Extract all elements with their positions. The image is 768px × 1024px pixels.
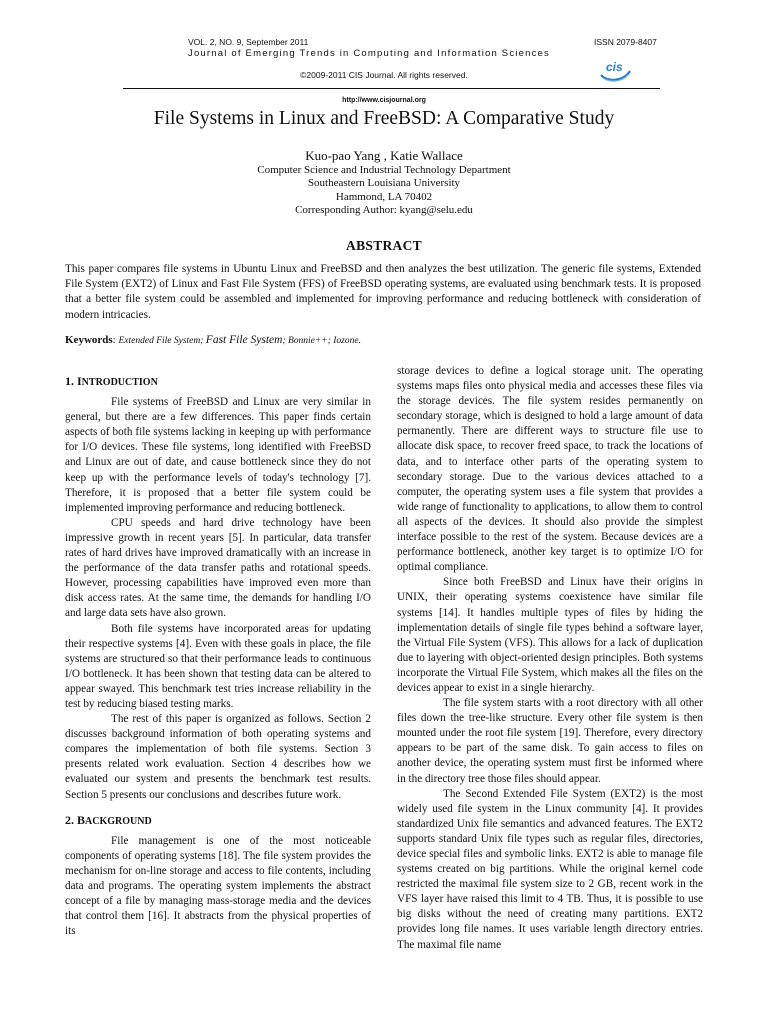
section-initial: I xyxy=(77,374,82,388)
abstract-heading: ABSTRACT xyxy=(346,238,422,253)
paragraph: The file system starts with a root directory with all other files down the tree-like structure. Every other file system is then mounted under the root file system [19]. Therefore, every directory appears to be part of the same disk. To gain access to files on another device, the operating system must first be informed where in the directory tree those files should appear. xyxy=(397,697,703,785)
paragraph: Both file systems have incorporated areas for updating their respective systems [4]. Even with these goals in place, the file systems are structured so that their performance leads to continuous I/O bottleneck. It has been shown that testing data can be altered to appear swayed. This benchmark test tries increase reliability in the test by reducing biased testing marks. xyxy=(65,622,371,710)
volume-info: VOL. 2, NO. 9, September 2011 xyxy=(188,37,309,47)
section-heading-introduction xyxy=(65,374,371,390)
abstract-body: This paper compares file systems in Ubuntu Linux and FreeBSD and then analyzes the best utilization. The generic file systems, Extended File System (EXT2) of Linux and Fast File System (FFS) of FreeBSD operating systems, are evaluated using benchmark tests. It is proposed that a better file system could be assembled and implemented for improving performance and reducing bottleneck with consideration of modern intricacies. xyxy=(65,263,701,321)
paper-title: File Systems in Linux and FreeBSD: A Comparative Study xyxy=(153,108,615,129)
affiliation-line: Corresponding Author: kyang@selu.edu xyxy=(295,204,473,217)
keywords-sep: : xyxy=(112,334,119,346)
copyright-notice: ©2009-2011 CIS Journal. All rights reserved. xyxy=(300,70,468,80)
left-column xyxy=(65,374,371,939)
paragraph: The rest of this paper is organized as follows. Section 2 discusses background information of both operating systems and compares the implementation of both file systems. Section 3 presents related work evaluation. Section 4 describes how we evaluated our system and presents the benchmark test results. Section 5 presents our conclusions and describes future work. xyxy=(65,713,371,801)
section-number: 2. xyxy=(65,812,74,827)
keyword: Extended File System; xyxy=(118,336,206,346)
affiliation-line: Computer Science and Industrial Technology Department xyxy=(257,164,511,176)
keywords xyxy=(65,334,701,346)
section-number: 1. xyxy=(65,374,74,388)
section-title-rest: NTRODUCTION xyxy=(81,377,158,388)
keywords-label: Keywords xyxy=(65,334,113,346)
paragraph: File management is one of the most noticeable components of operating systems [18]. The file system provides the mechanism for on-line storage and access to file contents, including data and programs. The operating system implements the abstract concept of a file by managing mass-storage media and the devices that control them [16]. It abstracts from the physical properties of its xyxy=(65,834,371,938)
affiliation-line: Hammond, LA 70402 xyxy=(335,190,433,203)
issn: ISSN 2079-8407 xyxy=(594,37,657,47)
right-column xyxy=(397,364,703,953)
affiliation-line: Southeastern Louisiana University xyxy=(307,177,461,190)
keyword: ; Bonnie++; Iozone. xyxy=(282,336,361,346)
section-title-rest: ACKGROUND xyxy=(85,815,152,827)
paragraph: The Second Extended File System (EXT2) is the most widely used file system in the Linux community [4]. It provides standardized Unix file semantics and advanced features. The EXT2 supports standard Unix file types such as regular files, directories, device special files and symbolic links. EXT2 is able to manage file systems created on big partitions. While the original kernel code restricted the maximal file system size to 2 GB, recent work in the VFS layer have raised this limit to 4 TB. Thus, it is possible to use big disks without the need of creating many partitions. EXT2 provides long file names. It uses variable length directory entries. The maximal file name xyxy=(397,787,703,951)
cis-logo-icon xyxy=(598,58,632,84)
logo-text: cis xyxy=(606,60,623,74)
journal-url: http://www.cisjournal.org xyxy=(342,97,426,104)
header-rule xyxy=(123,88,660,89)
paragraph: File systems of FreeBSD and Linux are very similar in general, but there are a few differences. This paper finds certain aspects of both file systems lacking in keeping up with performance for I/O devices. These file systems, long identified with FreeBSD and Linux are out of date, and cause bottleneck since they do not keep up with the performance levels of today's technology [7]. Therefore, it is proposed that a better file system could be implemented improving performance and reducing bottleneck. xyxy=(65,396,371,514)
paragraph: storage devices to define a logical storage unit. The operating systems maps files onto physical media and accesses these files via the storage devices. The file system resides permanently on secondary storage, which is designed to hold a large amount of data permanently. There are different ways to structure file use to allocate disk space, to recover freed space, to track the locations of data, and to interface other parts of the operating system to secondary storage. Due to the various devices attached to a computer, the operating system uses a file system that provides a wide range of functionality to applications, to allow them to control all aspects of the devices. It should also provide the simplest interface possible to the rest of the system. Because devices are a performance bottleneck, another key target is to optimize I/O for optimal compliance. xyxy=(397,365,703,574)
section-heading-background xyxy=(65,813,371,829)
journal-name: Journal of Emerging Trends in Computing and Information Sciences xyxy=(188,48,550,59)
keyword: Fast File System xyxy=(205,334,283,346)
paragraph: Since both FreeBSD and Linux have their origins in UNIX, their operating systems coexistence have similar file systems [14]. It handles multiple types of files by hiding the implementation details of single file types behind a software layer, the Virtual File System (VFS). This allows for a lack of duplication due to layering with object-oriented design principles. Both systems incorporate the Virtual File System, which makes all the files on the devices appear to exist in a single hierarchy. xyxy=(397,576,703,694)
author-affiliation xyxy=(0,164,768,218)
paragraph: CPU speeds and hard drive technology have been impressive growth in recent years [5]. In particular, data transfer rates of hard drives have improved dramatically with an increase in the performance of the data transfer paths and rotational speeds. However, processing capabilities have improved even more than disk access rates. At the same time, the demands for handling I/O and large data sets have also grown. xyxy=(65,516,371,620)
page-header xyxy=(0,0,768,110)
paper-authors: Kuo-pao Yang , Katie Wallace xyxy=(305,148,463,163)
section-initial: B xyxy=(77,812,86,827)
